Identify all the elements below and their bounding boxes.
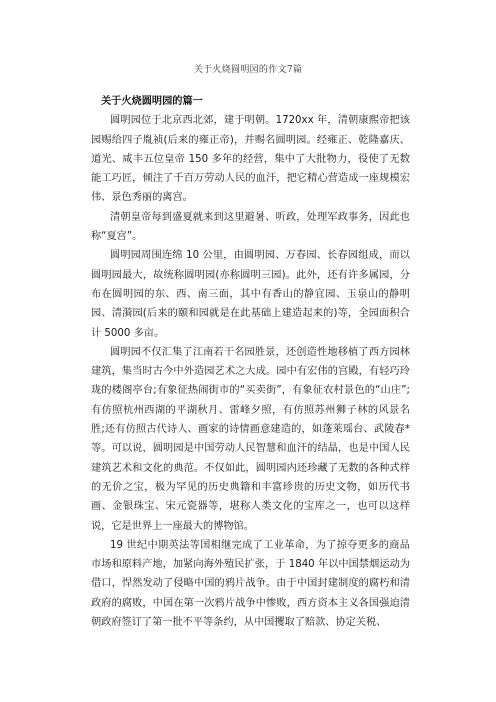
page-header-title: 关于火烧圆明园的作文7篇 bbox=[193, 65, 303, 75]
paragraph-3: 圆明园周围连绵 10 公里，由圆明园、万春园、长春园组成，而以圆明园最大，故统称圆明园(亦称圆明三园)。此外，还有许多属园，分布在圆明园的东、西、南三面，其中有香山的静宜园、玉泉山的静明园、清漪园(后来的颐和园就是在此基础上建造起来的)等，全园面积合计 5000 多亩。 bbox=[91, 250, 410, 339]
article-body bbox=[91, 92, 410, 632]
paragraph-1: 圆明园位于北京西北郊，建于明朝。1720xx 年，清朝康熙帝把该园赐给四子胤祯(后来的雍正帝)，并赐名圆明园。经雍正、乾隆嘉庆、道光、咸丰五位皇帝 150 多年的经营，集中了大批物力，役使了无数能工巧匠，倾注了千百万劳动人民的血汗，把它精心营造成一座规模宏伟、景色秀丽的离宫。 bbox=[91, 115, 410, 204]
section-heading: 关于火烧圆明园的篇一 bbox=[101, 96, 203, 107]
paragraph-5: 19 世纪中期英法等国相继完成了工业革命，为了掠夺更多的商品市场和原料产地，加紧向海外殖民扩张，于 1840 年以中国禁烟运动为借口，悍然发动了侵略中国的鸦片战争。由于中国封建制度的腐朽和清政府的腐败，中国在第一次鸦片战争中惨败，西方资本主义各国强迫清朝政府签订了第一批不平等条约，从中国攫取了赔款、协定关税、 bbox=[91, 539, 410, 629]
paragraph-2: 清朝皇帝每到盛夏就来到这里避暑、听政，处理军政事务，因此也称“夏宫”。 bbox=[91, 211, 410, 243]
paragraph-4: 圆明园不仅汇集了江南若干名园胜景，还创造性地移植了西方园林建筑，集当时古今中外造园艺术之大成。园中有宏伟的宫殿，有轻巧玲珑的楼阁亭台;有象征热闹街市的“买卖街”，有象征农村景色的“山庄”;有仿照杭州西湖的平湖秋月、雷峰夕照，有仿照苏州狮子林的风景名胜;还有仿照古代诗人、画家的诗情画意建造的，如蓬莱瑶台、武陵春*等。可以说，圆明园是中国劳动人民智慧和血汗的结晶，也是中国人民建筑艺术和文化的典范。不仅如此，圆明园内还珍藏了无数的各种式样的无价之宝，极为罕见的历史典籍和丰富珍贵的历史文物，如历代书画、金银珠宝、宋元瓷器等，堪称人类文化的宝库之一，也可以这样说，它是世界上一座最大的博物馆。 bbox=[91, 346, 410, 532]
